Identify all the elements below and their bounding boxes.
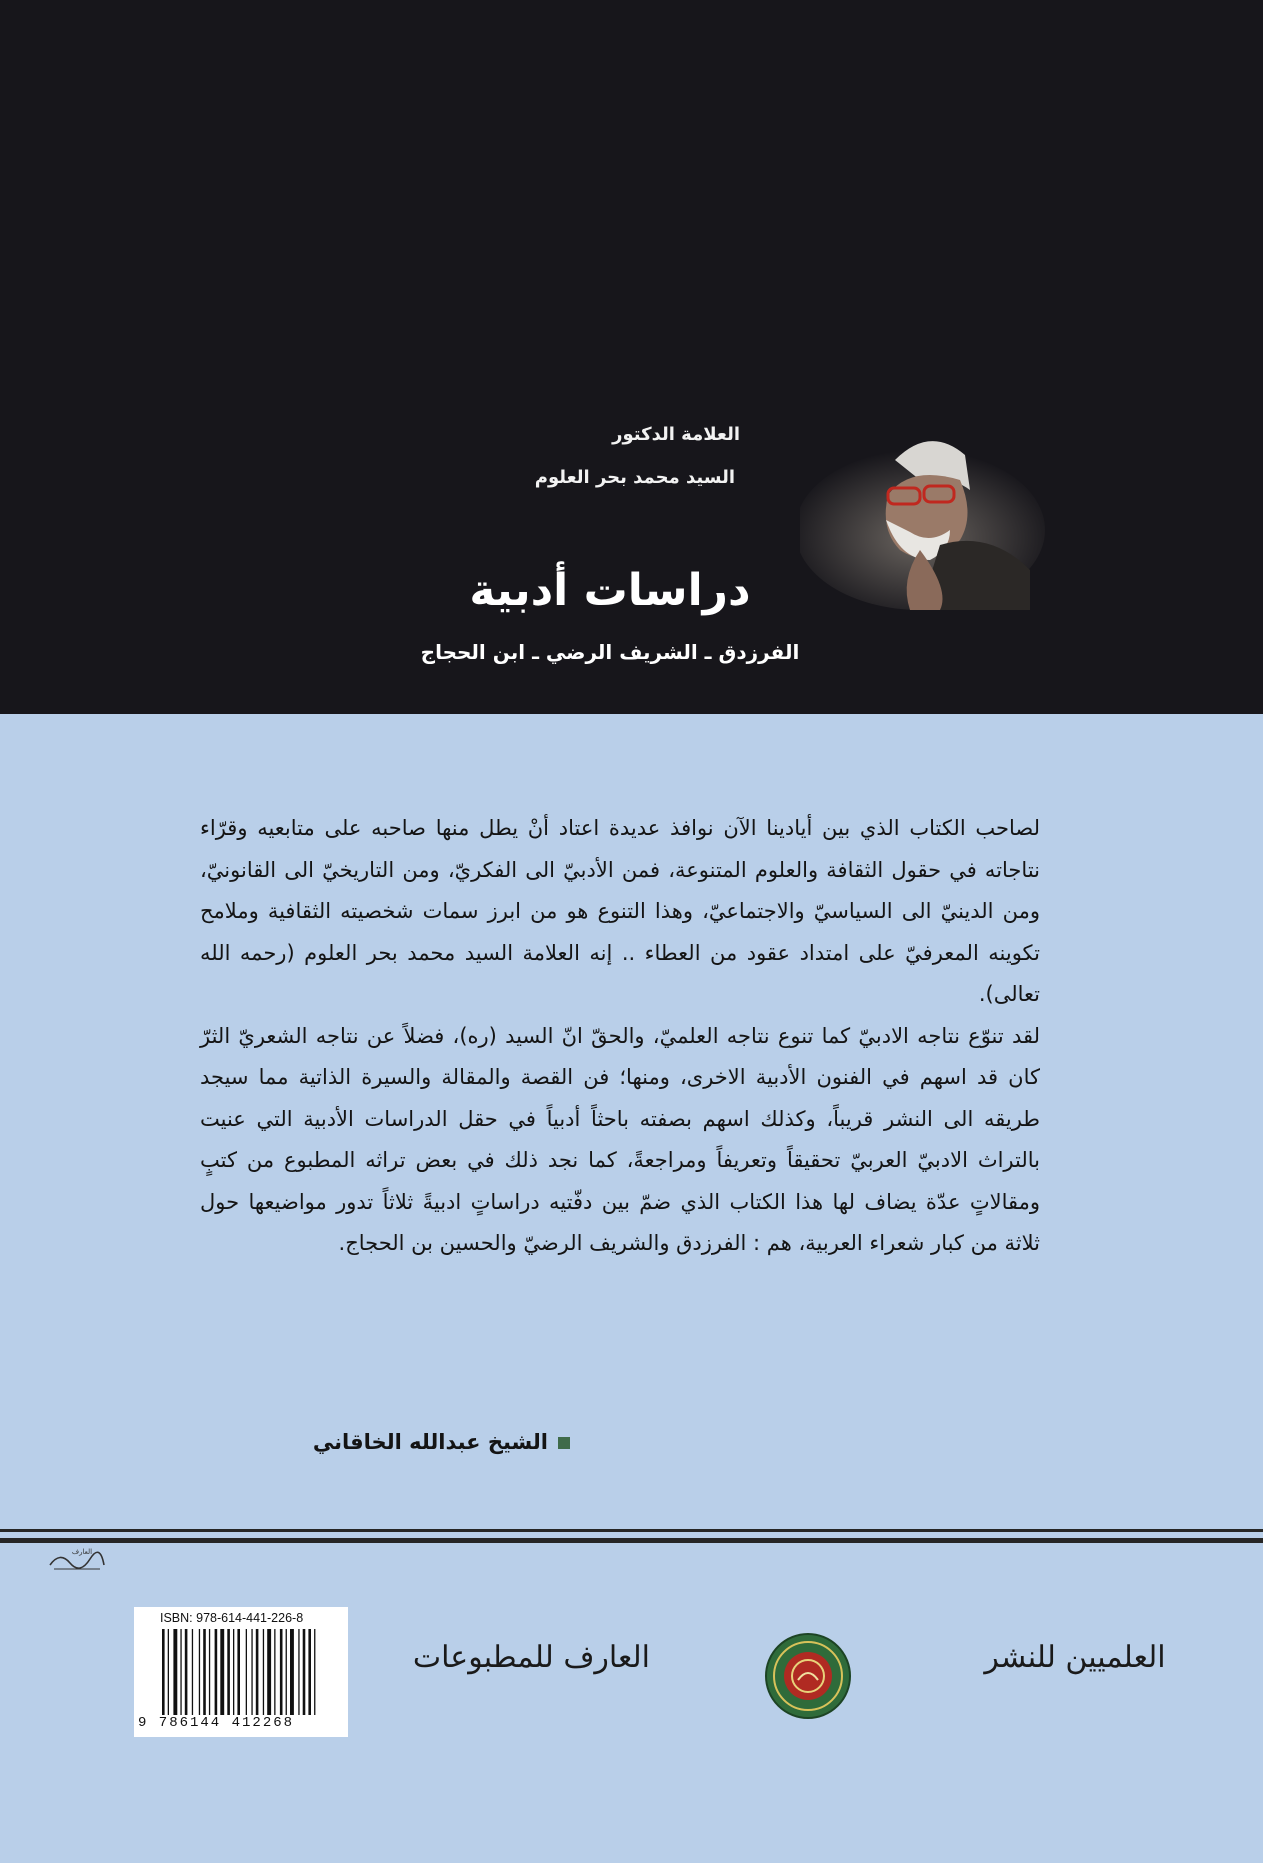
signature-text: الشيخ عبدالله الخاقاني <box>312 1430 548 1454</box>
back-cover-blurb <box>200 808 1040 1265</box>
barcode-digits: 9 786144 412268 <box>138 1715 295 1731</box>
footer-divider-top <box>0 1529 1263 1532</box>
blurb-paragraph-2: لقد تنوّع نتاجه الادبيّ كما تنوع نتاجه العلميّ، والحقّ انّ السيد (ره)، فضلاً عن نتاجه الشعريّ الثرّ كان قد اسهم في الفنون الأدبية الاخرى، ومنها؛ فن القصة والمقالة والسيرة الذاتية مما سيجد طريقه الى النشر قريباً، وكذلك اسهم بصفته باحثاً أدبياً في حقل الدراسات الأدبية التي عنيت بالتراث الادبيّ العربيّ تحقيقاً وتعريفاً ومراجعةً، كما نجد ذلك في بعض تراثه المطبوع من كتبٍ ومقالاتٍ عدّة يضاف لها هذا الكتاب الذي ضمّ بين دفّتيه دراساتٍ ادبيةً ثلاثاً تدور مواضيعها حول ثلاثة من كبار شعراء العربية، هم : الفرزدق والشريف الرضيّ والحسين بن الحجاج. <box>200 1023 1040 1255</box>
footer-divider-bottom <box>0 1538 1263 1543</box>
blurb-signature <box>300 1430 570 1454</box>
publisher-seal-icon <box>764 1632 852 1720</box>
publisher-mini-logo <box>46 1545 108 1573</box>
book-title: دراسات أدبية <box>469 565 751 616</box>
mini-logo-text: العارف <box>71 1548 93 1556</box>
author-name: السيد محمد بحر العلوم <box>534 467 735 488</box>
author-portrait <box>800 420 1050 610</box>
publisher-right-name: العلميين للنشر <box>984 1640 1166 1675</box>
publisher-left-name: العارف للمطبوعات <box>412 1640 650 1675</box>
isbn-label: ISBN: 978-614-441-226-8 <box>160 1611 304 1625</box>
author-honorific: العلامة الدكتور <box>612 424 740 445</box>
signature-mark <box>558 1437 570 1449</box>
barcode-bars <box>162 1629 340 1715</box>
publisher-logo-alalamiyin <box>975 1640 1175 1675</box>
blurb-paragraph-1: لصاحب الكتاب الذي بين أيادينا الآن نوافذ عديدة اعتاد أنْ يطل منها صاحبه على متابعيه وقرّاء نتاجاته في حقول الثقافة والعلوم المتنوعة، فمن الأدبيّ الى الفكريّ، ومن التاريخيّ الى القانونيّ، ومن الدينيّ الى السياسيّ والاجتماعيّ، وهذا التنوع هو من ابرز سمات شخصيته الثقافية وملامح تكوينه المعرفيّ على امتداد عقود من العطاء .. إنه العلامة السيد محمد بحر العلوم (رحمه الله تعالى). <box>200 816 1040 1006</box>
cover-top-panel <box>0 0 1263 714</box>
isbn-barcode <box>134 1607 348 1737</box>
book-subtitle: الفرزدق ـ الشريف الرضي ـ ابن الحجاج <box>420 640 800 664</box>
publisher-logo-alaref <box>412 1640 650 1675</box>
